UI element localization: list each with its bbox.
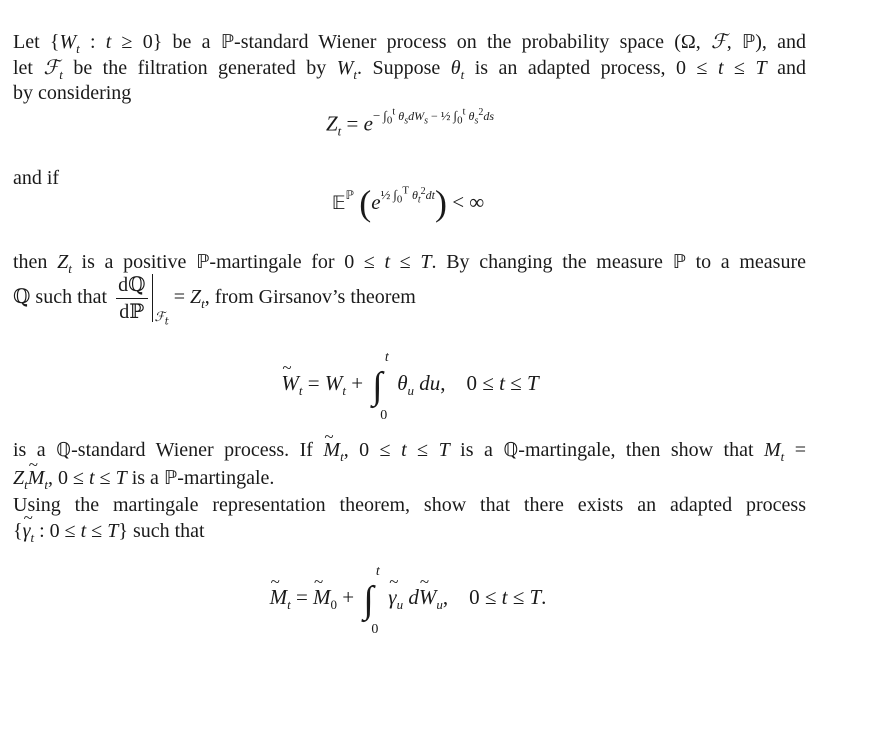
para3-line4: {~ $\gamma_t$ : 0 ≤ t ≤ T} such that	[13, 518, 806, 551]
radon-nikodym-fraction: $\frac{\text{dℚ}}{\text{dℙ}}$	[118, 273, 146, 323]
para1-line3: by considering	[13, 82, 132, 104]
para3-line3: Using the martingale representation theorem, show that there exists an adapted process	[13, 494, 806, 516]
para1-line2: let ℱ$_t$ be the filtration generated by $W_t$. Suppose $\theta_t$ is an adapted process, 0 ≤ t ≤ T and	[13, 55, 806, 82]
para3-line1: is a ℚ-standard Wiener process. If ~ $M_t$, 0 ≤ t ≤ T is a ℚ-martingale, then show that $M_t$ =	[13, 437, 806, 470]
equation-girsanov: ~ $W_t = W_t$ + ∫ t 0 $\theta_u$ du, 0 ≤ t ≤ T	[0, 364, 857, 408]
para2-line2: ℚ such that $\frac{\text{dℚ}}{\text{dℙ}}$ $_{ℱ_t} = Z_t$, from Girsanov’s theorem	[13, 273, 416, 328]
evaluation-bar	[152, 274, 153, 322]
equation-representation: ~ $M_t$ = ~ $M_0$ + ∫ t 0 ~ $\gamma_u$ d~ $W_u$, 0 ≤ t ≤ T.	[0, 578, 855, 622]
para2-line1: then $Z_t$ is a positive ℙ-martingale for 0 ≤ t ≤ T. By changing the measure ℙ to a measure	[13, 251, 806, 276]
para2-such-that: ℚ such that	[13, 286, 108, 308]
para3-line2: $Z_t\sim$ $M_t$, 0 ≤ t ≤ T is a ℙ-martingale.	[13, 465, 806, 498]
equation-z: $Z_t = e^{- \int_0^t \theta_sdW_s - \frac{1}{2} \int_0^t \theta_s^2ds}$	[325, 106, 495, 139]
para1-line1: Let {$W_t$ : t ≥ 0} be a ℙ-standard Wiener process on the probability space (Ω, ℱ, ℙ), and	[13, 29, 806, 56]
equation-expectation: 𝔼$^ℙ$ $(e^{\frac{1}{2} \int_0^T \theta_t^2dt})$ < ∞	[331, 183, 485, 223]
and-if-text: and if	[13, 167, 60, 189]
